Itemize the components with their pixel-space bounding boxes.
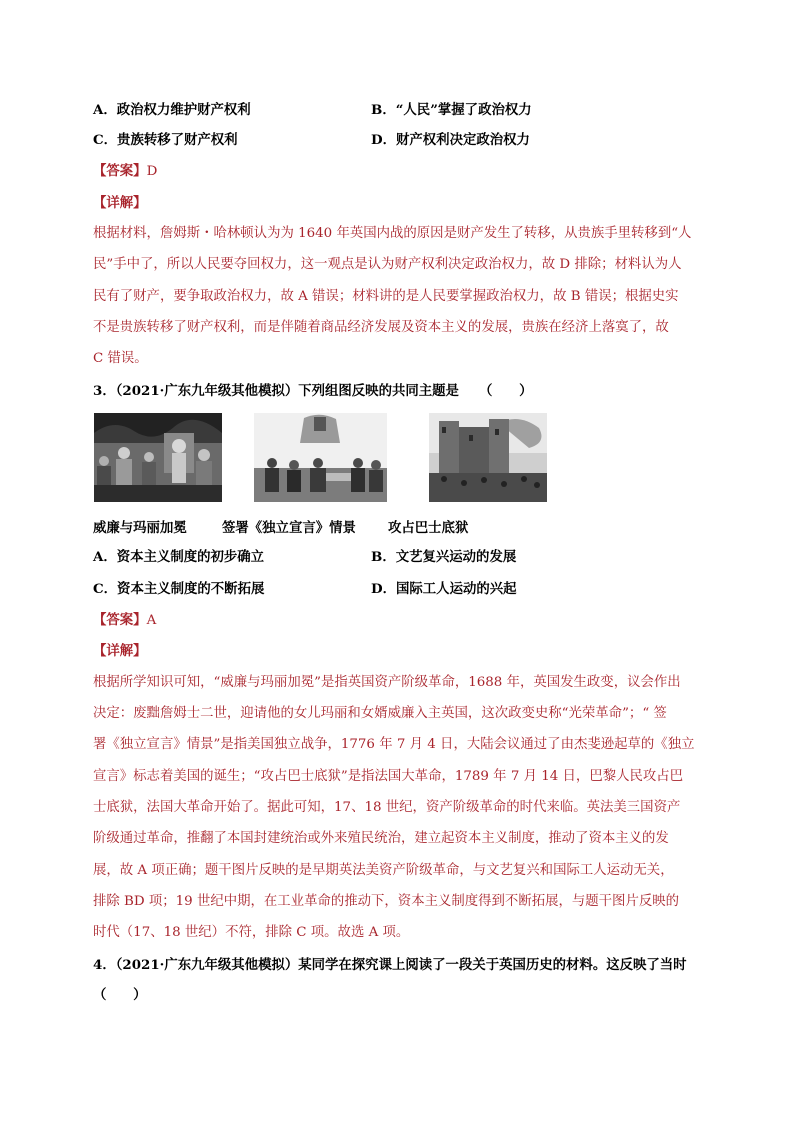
- q3-detail-line: 排除 BD 项；19 世纪中期，在工业革命的推动下，资本主义制度得到不断拓展，与题干图片反映的: [93, 894, 680, 909]
- photo-caption: 威廉与玛丽加冕: [93, 520, 187, 536]
- photo-caption: 攻占巴士底狱: [388, 520, 469, 536]
- photo-caption: 签署《独立宣言》情景: [222, 520, 356, 536]
- q3-detail-line: 时代（17、18 世纪）不符，排除 C 项。故选 A 项。: [93, 925, 410, 940]
- q2-option-c[interactable]: C．贵族转移了财产权利: [93, 132, 238, 148]
- q3-stem: 3．（2021·广东九年级其他模拟）下列组图反映的共同主题是 （ ）: [93, 383, 533, 399]
- answer-value: A: [146, 613, 157, 628]
- q3-detail-label: 【详解】: [93, 643, 147, 659]
- q3-detail-line: 决定：废黜詹姆士二世，迎请他的女儿玛丽和女婿威廉入主英国，这次政变史称“光荣革命”；“ 签: [93, 706, 667, 721]
- q3-detail-line: 宣言》标志着美国的诞生；“攻占巴士底狱”是指法国大革命，1789 年 7 月 14 日，巴黎人民攻占巴: [93, 769, 684, 784]
- q3-detail-line: 根据所学知识可知，“威廉与玛丽加冕”是指英国资产阶级革命，1688 年，英国发生政变，议会作出: [93, 675, 681, 690]
- q3-option-a[interactable]: A．资本主义制度的初步确立: [93, 549, 265, 565]
- coronation-photo: [94, 413, 222, 502]
- q2-option-a[interactable]: A．政治权力维护财产权利: [93, 102, 251, 118]
- declaration-signing-photo: [254, 413, 387, 502]
- q2-detail-line: 根据材料，詹姆斯・哈林顿认为为 1640 年英国内战的原因是财产发生了转移，从贵族手里转移到“人: [93, 226, 692, 241]
- q3-option-b[interactable]: B．文艺复兴运动的发展: [371, 549, 517, 565]
- q3-detail-line: 阶级通过革命，推翻了本国封建统治或外来殖民统治，建立起资本主义制度，推动了资本主义的发: [93, 831, 669, 846]
- answer-label: 【答案】: [93, 163, 147, 179]
- q2-option-d[interactable]: D．财产权利决定政治权力: [371, 132, 530, 148]
- q2-option-b[interactable]: B．“人民”掌握了政治权力: [371, 102, 532, 118]
- answer-label: 【答案】: [93, 612, 147, 628]
- q3-detail-line: 士底狱，法国大革命开始了。据此可知，17、18 世纪，资产阶级革命的时代来临。英法美三国资产: [93, 800, 681, 815]
- q3-detail-line: 署《独立宣言》情景”是指美国独立战争，1776 年 7 月 4 日，大陆会议通过了由杰斐逊起草的《独立: [93, 737, 695, 752]
- q2-detail-line: 不是贵族转移了财产权利，而是伴随着商品经济发展及资本主义的发展，贵族在经济上落寞了，故: [93, 320, 669, 335]
- bastille-storming-photo: [429, 413, 547, 502]
- q2-detail-label: 【详解】: [93, 195, 147, 211]
- q2-detail-line: C 错误。: [93, 351, 148, 366]
- q3-option-c[interactable]: C．资本主义制度的不断拓展: [93, 581, 265, 597]
- q4-stem: 4．（2021·广东九年级其他模拟）某同学在探究课上阅读了一段关于英国历史的材料。这反映了当时: [93, 957, 687, 973]
- q3-answer: [93, 611, 156, 630]
- q3-option-d[interactable]: D．国际工人运动的兴起: [371, 581, 517, 597]
- q2-detail-line: 民”手中了，所以人民要夺回权力，这一观点是认为财产权利决定政治权力，故 D 排除；材料认为人: [93, 257, 682, 272]
- q2-detail-line: 民有了财产，要争取政治权力，故 A 错误；材料讲的是人民要掌握政治权力，故 B 错误；根据史实: [93, 289, 679, 304]
- answer-value: D: [146, 164, 158, 179]
- q2-answer: [93, 162, 157, 181]
- q4-stem-blank: （ ）: [93, 987, 147, 1003]
- q3-detail-line: 展，故 A 项正确；题干图片反映的是早期英法美资产阶级革命，与文艺复兴和国际工人运动无关，: [93, 863, 674, 878]
